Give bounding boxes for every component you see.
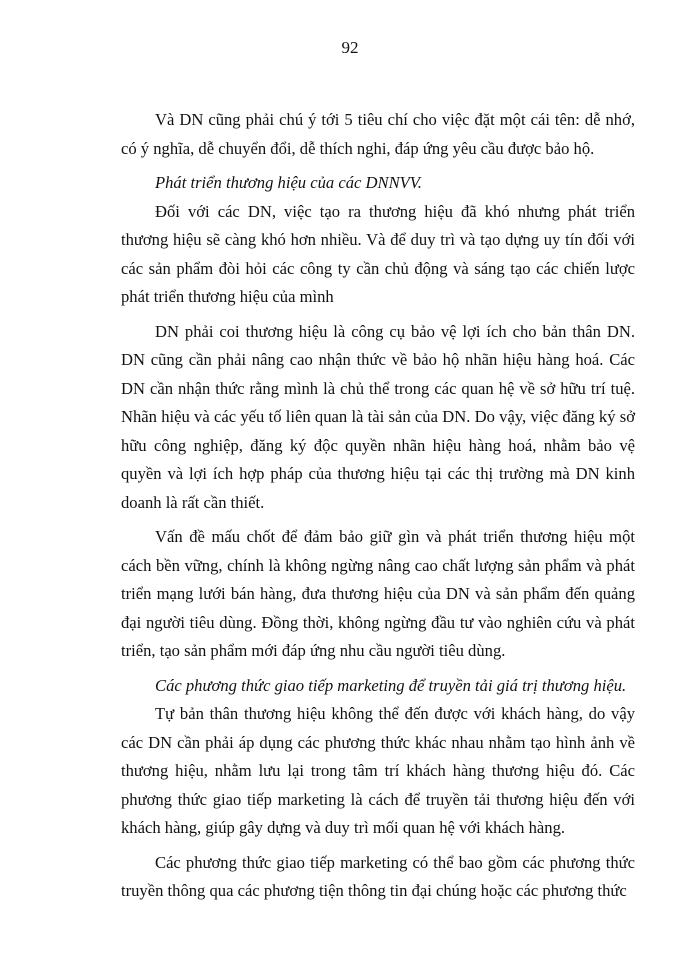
page-number: 92	[341, 38, 359, 57]
paragraph-marketing-methods: Tự bản thân thương hiệu không thể đến được với khách hàng, do vậy các DN cần phải áp dụng các phương thức khác nhau nhằm tạo hình ảnh về thương hiệu, nhằm lưu lại trong tâm trí khách hàng thương hiệu đó. Các phương thức giao tiếp marketing là cách để truyền tải thương hiệu đến với khách hàng, giúp gây dựng và duy trì mối quan hệ với khách hàng.	[121, 704, 635, 837]
paragraph-brand-development: Đối với các DN, việc tạo ra thương hiệu đã khó nhưng phát triển thương hiệu sẽ càng khó hơn nhiều. Và để duy trì và tạo dựng uy tín đối với các sản phẩm đòi hỏi các công ty cần chủ động và sáng tạo các chiến lược phát triển thương hiệu của mình	[121, 201, 635, 306]
paragraph-brand-protection: DN phải coi thương hiệu là công cụ bảo vệ lợi ích cho bản thân DN. DN cũng cần phải nâng cao nhận thức về bảo hộ nhãn hiệu hàng hoá. Các DN cần nhận thức rằng mình là chủ thể trong các quan hệ về sở hữu trí tuệ. Nhãn hiệu và các yếu tố liên quan là tài sản của DN. Do vậy, việc đăng ký sở hữu công nghiệp, đăng ký độc quyền nhãn hiệu hàng hoá, nhằm bảo vệ quyền và lợi ích hợp pháp của thương hiệu tại các thị trường mà DN kinh doanh là rất cần thiết.	[121, 321, 635, 512]
paragraph-marketing-channels: Các phương thức giao tiếp marketing có thể bao gồm các phương thức truyền thông qua các phương tiện thông tin đại chúng hoặc các phương thức	[121, 852, 635, 900]
heading-marketing-communication: Các phương thức giao tiếp marketing để truyền tải giá trị thương hiệu.	[155, 675, 627, 695]
paragraph-naming-criteria: Và DN cũng phải chú ý tới 5 tiêu chí cho việc đặt một cái tên: dễ nhớ, có ý nghĩa, dễ chuyển đổi, dễ thích nghi, đáp ứng yêu cầu được bảo hộ.	[121, 110, 635, 158]
document-body	[121, 106, 635, 912]
paragraph-key-issue: Vấn đề mấu chốt để đảm bảo giữ gìn và phát triển thương hiệu một cách bền vững, chính là không ngừng nâng cao chất lượng sản phẩm và phát triển mạng lưới bán hàng, đưa thương hiệu của DN và sản phẩm đến quảng đại người tiêu dùng. Đồng thời, không ngừng đầu tư vào nghiên cứu và phát triển, tạo sản phẩm mới đáp ứng nhu cầu người tiêu dùng.	[121, 527, 635, 660]
heading-brand-development: Phát triển thương hiệu của các DNNVV.	[155, 173, 422, 192]
